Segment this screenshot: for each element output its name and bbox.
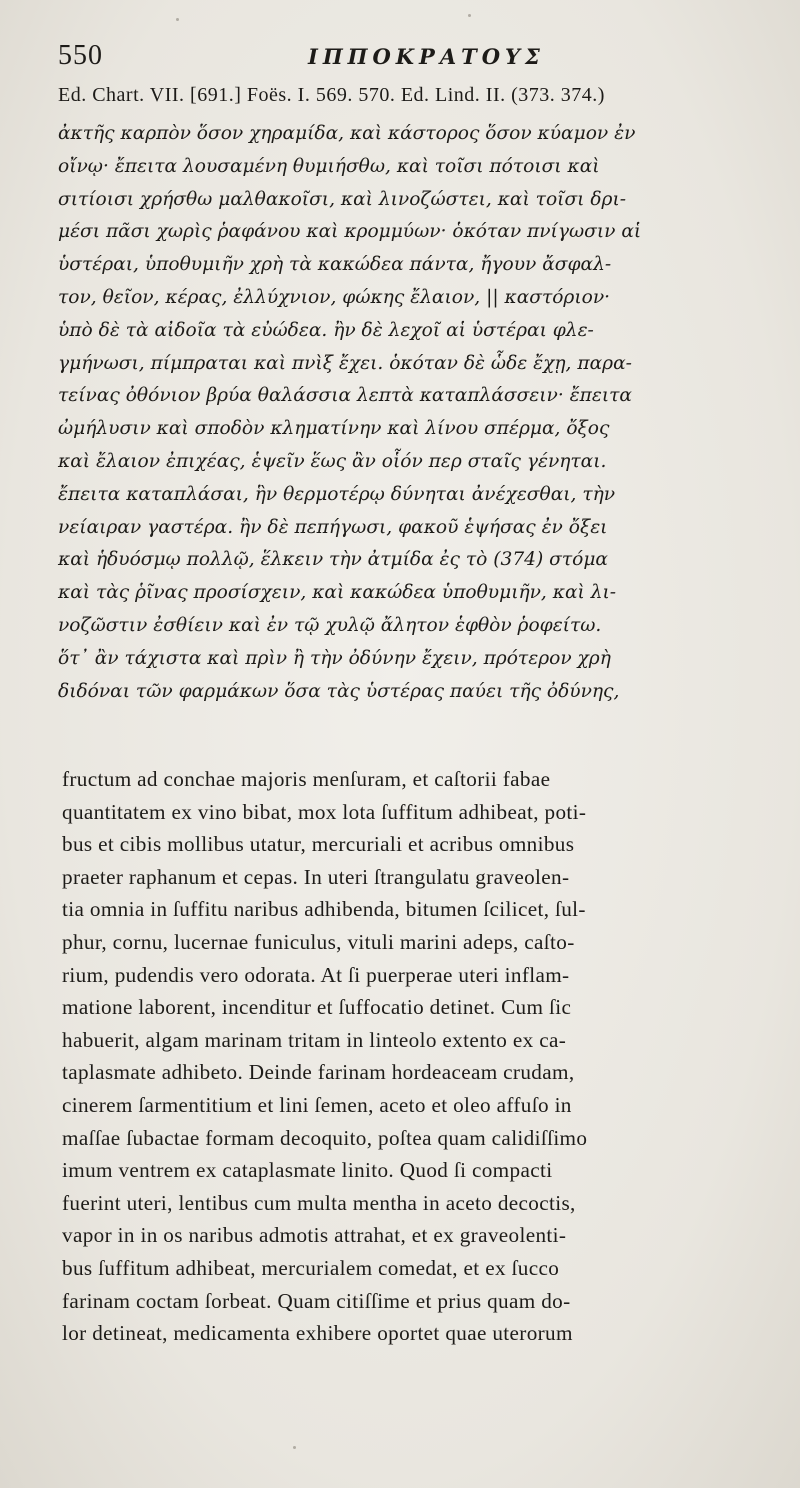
latin-line: tia omnia in ſuffitu naribus adhibenda, bitumen ſcilicet, ſul- (62, 897, 586, 922)
latin-line: vapor in in os naribus admotis attrahat, et ex graveolenti- (62, 1223, 567, 1248)
latin-translation-block (62, 763, 782, 1350)
latin-line: maſſae ſubactae formam decoquito, poſtea quam calidiſſimo (62, 1125, 588, 1150)
greek-line: καὶ ἡδυόσμῳ πολλῷ, ἕλκειν τὴν ἀτμίδα ἐς τὸ (374) στόμα (58, 549, 608, 571)
greek-line: σιτίοισι χρήσθω μαλθακοῖσι, καὶ λινοζώστει, καὶ τοῖσι δρι- (58, 188, 627, 210)
latin-line: habuerit, algam marinam tritam in linteolo extento ex ca- (62, 1027, 567, 1052)
greek-line: ἀκτῆς καρπὸν ὅσον χηραμίδα, καὶ κάστορος ὅσον κύαμον ἐν (58, 123, 636, 144)
greek-line: γμήνωσι, πίμπραται καὶ πνὶξ ἔχει. ὁκόταν δὲ ὧδε ἔχῃ, παρα- (58, 352, 632, 374)
paper-speck (176, 18, 179, 21)
latin-line: imum ventrem ex cataplasmate linito. Quod ſi compacti (62, 1158, 553, 1183)
latin-line: bus et cibis mollibus utatur, mercuriali et acribus omnibus (62, 832, 575, 857)
latin-line: farinam coctam ſorbeat. Quam citiſſime et prius quam do- (62, 1288, 571, 1313)
greek-line: καὶ ἔλαιον ἐπιχέας, ἑψεῖν ἕως ἂν οἷόν περ σταῖς γένηται. (58, 450, 607, 472)
latin-line: fructum ad conchae majoris menſuram, et caſtorii fabae (62, 767, 551, 791)
latin-line: praeter raphanum et cepas. In uteri ſtrangulatu graveolen- (62, 864, 570, 889)
latin-line: quantitatem ex vino bibat, mox lota ſuffitum adhibeat, poti- (62, 799, 587, 824)
greek-line: νοζῶστιν ἐσθίειν καὶ ἐν τῷ χυλῷ ἄλητον ἑφθὸν ῥοφείτω. (58, 614, 602, 636)
greek-line: ὅτ᾽ ἂν τάχιστα καὶ πρὶν ἢ τὴν ὀδύνην ἔχειν, πρότερον χρὴ (58, 647, 611, 669)
paper-speck (293, 1446, 296, 1449)
page-header (58, 40, 760, 80)
latin-line: bus ſuffitum adhibeat, mercurialem comedat, et ex ſucco (62, 1255, 560, 1280)
greek-line: διδόναι τῶν φαρμάκων ὅσα τὰς ὑστέρας παύει τῆς ὀδύνης, (58, 680, 620, 702)
edition-reference: Ed. Chart. VII. [691.] Foës. I. 569. 570. Ed. Lind. II. (373. 374.) (58, 84, 605, 106)
latin-line: taplasmate adhibeto. Deinde farinam hordeaceam crudam, (62, 1060, 575, 1085)
latin-line: matione laborent, incenditur et ſuffocatio detinet. Cum ſic (62, 995, 572, 1020)
greek-line: καὶ τὰς ῥῖνας προσίσχειν, καὶ κακώδεα ὑποθυμιῆν, καὶ λι- (58, 582, 617, 604)
greek-line: μέσι πᾶσι χωρὶς ῥαφάνου καὶ κρομμύων· ὁκόταν πνίγωσιν αἱ (58, 221, 642, 243)
greek-line: τείνας ὀθόνιον βρύα θαλάσσια λεπτὰ καταπλάσσειν· ἔπειτα (58, 385, 632, 407)
greek-text-block (58, 118, 780, 708)
greek-line: οἴνῳ· ἔπειτα λουσαμένη θυμιήσθω, καὶ τοῖσι πότοισι καὶ (58, 155, 600, 177)
greek-line: ἔπειτα καταπλάσαι, ἣν θερμοτέρῳ δύνηται ἀνέχεσθαι, τὴν (58, 483, 616, 505)
paper-speck (468, 14, 471, 17)
greek-line: νείαιραν γαστέρα. ἢν δὲ πεπήγωσι, φακοῦ ἑψήσας ἐν ὄξει (58, 516, 608, 538)
page-number: 550 (58, 40, 103, 71)
latin-line: phur, cornu, lucernae funiculus, vituli marini adeps, caſto- (62, 929, 575, 954)
latin-line: rium, pudendis vero odorata. At ſi puerperae uteri inflam- (62, 962, 570, 987)
latin-line: lor detineat, medicamenta exhibere oportet quae uterorum (62, 1321, 573, 1346)
greek-line: ὑπὸ δὲ τὰ αἰδοῖα τὰ εὐώδεα. ἢν δὲ λεχοῖ αἱ ὑστέραι φλε- (58, 319, 594, 341)
running-title: ΙΠΠΟΚΡΑΤΟΥΣ (308, 44, 545, 69)
greek-line: τον, θεῖον, κέρας, ἐλλύχνιον, φώκης ἔλαιον, || καστόριον· (58, 286, 611, 308)
greek-line: ὠμήλυσιν καὶ σποδὸν κληματίνην καὶ λίνου σπέρμα, ὄξος (58, 418, 610, 440)
greek-line: ὑστέραι, ὑποθυμιῆν χρὴ τὰ κακώδεα πάντα, ἤγουν ἄσφαλ- (58, 254, 612, 276)
latin-line: fuerint uteri, lentibus cum multa mentha in aceto decoctis, (62, 1190, 576, 1215)
latin-line: cinerem ſarmentitium et lini ſemen, aceto et oleo affuſo in (62, 1092, 572, 1117)
